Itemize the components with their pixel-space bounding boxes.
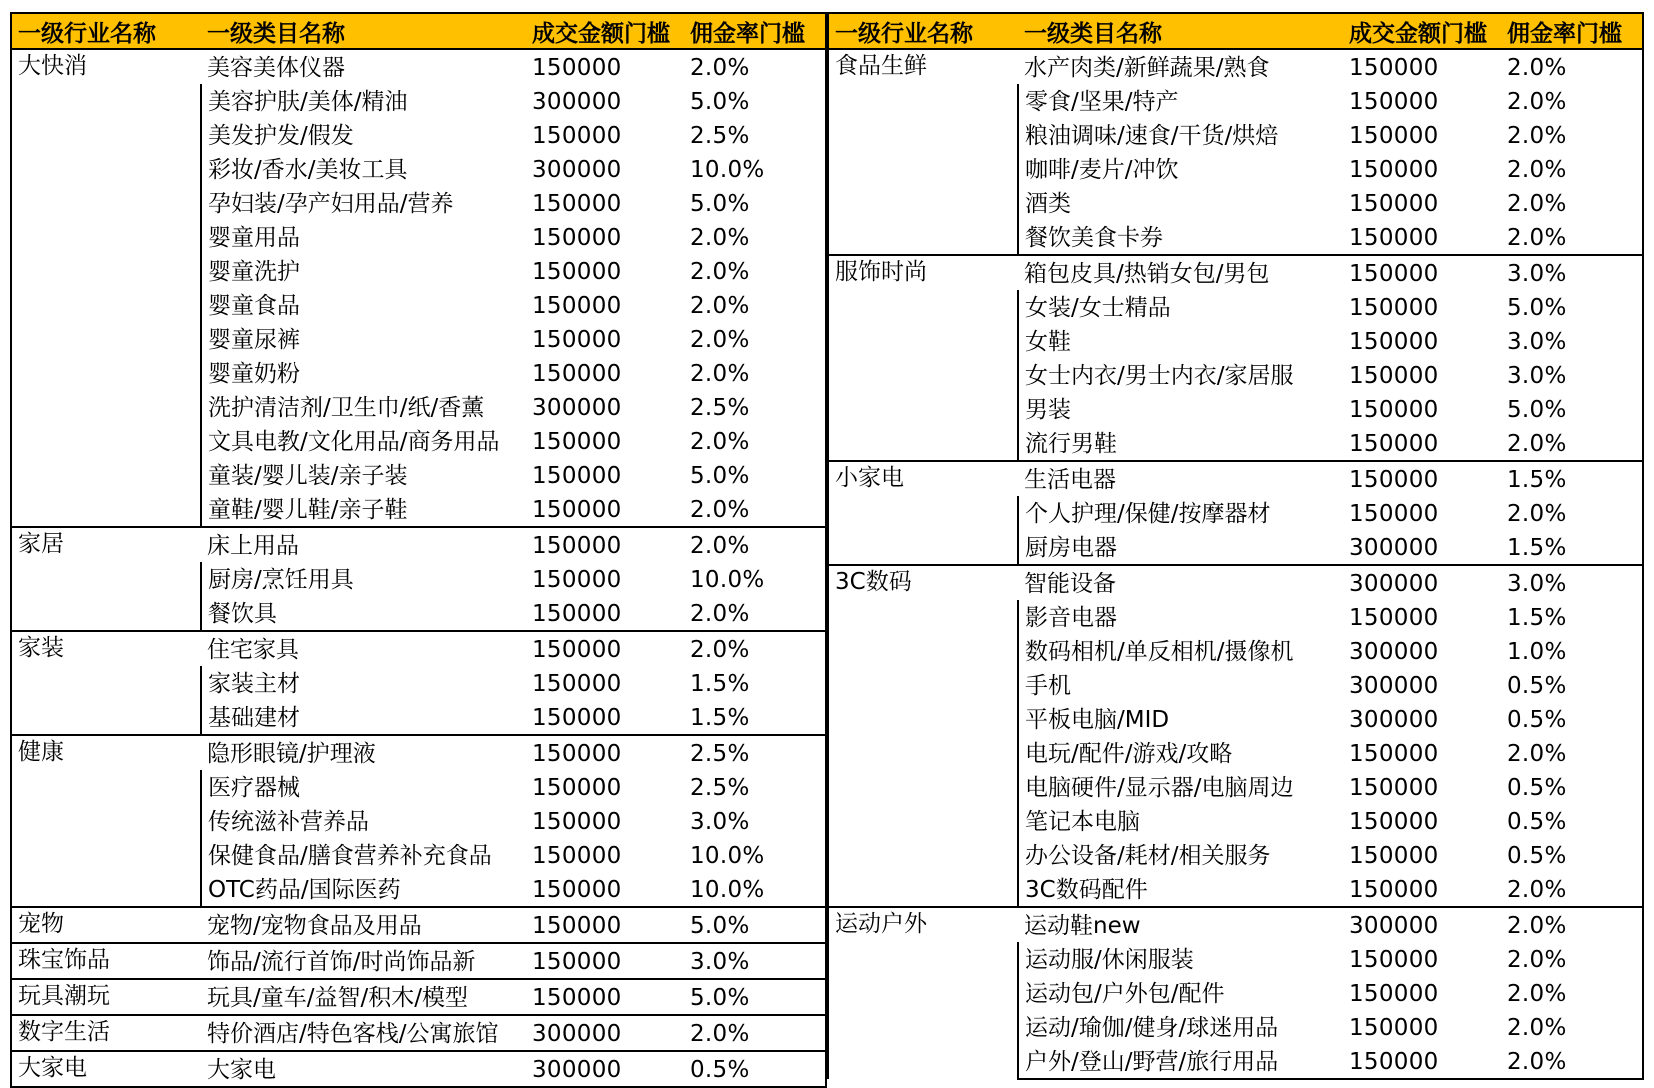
gmv-threshold-cell: 150000: [532, 123, 622, 149]
gmv-threshold-cell: 150000: [526, 735, 684, 770]
category-cell: 数码相机/单反相机/摄像机: [1018, 634, 1343, 668]
commission-rate-cell: 2.0%: [1501, 1010, 1643, 1044]
commission-rate-cell: 2.0%: [1501, 907, 1643, 942]
industry-cell: 家居: [11, 527, 201, 631]
commission-table-left: [10, 12, 827, 1088]
gmv-threshold-cell: 150000: [1349, 157, 1439, 183]
industry-cell: 3C数码: [828, 565, 1018, 907]
category-cell: 美发护发/假发: [201, 118, 526, 152]
category-cell: 笔记本电脑: [1018, 804, 1343, 838]
gmv-threshold-cell: 150000: [532, 361, 622, 387]
gmv-threshold-cell: 150000: [1349, 775, 1439, 801]
table-header-row: [828, 13, 1643, 49]
commission-rate-cell: 2.0%: [684, 288, 826, 322]
gmv-threshold-cell: 150000: [1349, 809, 1439, 835]
commission-rate-cell: 5.0%: [684, 186, 826, 220]
category-cell: 水产肉类/新鲜蔬果/熟食: [1024, 55, 1270, 81]
commission-rate-cell: 3.0%: [1501, 324, 1643, 358]
category-cell: 特价酒店/特色客栈/公寓旅馆: [201, 1015, 526, 1051]
gmv-threshold-cell: 150000: [1349, 55, 1439, 81]
gmv-threshold-cell: 150000: [532, 293, 622, 319]
header-industry: 一级行业名称: [11, 13, 201, 49]
gmv-threshold-cell: 150000: [532, 55, 622, 81]
gmv-threshold-cell: 300000: [526, 1051, 684, 1087]
gmv-threshold-cell: 150000: [532, 705, 622, 731]
category-cell: 箱包皮具/热销女包/男包: [1018, 255, 1343, 290]
category-cell: 家装主材: [201, 666, 526, 700]
table-row: [11, 907, 826, 943]
category-cell: 宠物/宠物食品及用品: [201, 907, 526, 943]
commission-rate-cell: 2.0%: [684, 254, 826, 288]
category-cell: 影音电器: [1018, 600, 1343, 634]
gmv-threshold-cell: 150000: [526, 907, 684, 943]
category-cell: 洗护清洁剂/卫生巾/纸/香薰: [201, 390, 526, 424]
gmv-threshold-cell: 300000: [1343, 907, 1501, 942]
industry-cell: 珠宝饰品: [11, 943, 201, 979]
commission-rate-cell: 10.0%: [684, 838, 826, 872]
gmv-threshold-cell: 150000: [1343, 1044, 1501, 1079]
table-row: [828, 49, 1643, 84]
commission-table-right: [827, 12, 1644, 1080]
gmv-threshold-cell: 150000: [1349, 397, 1439, 423]
commission-rate-cell: 2.0%: [1501, 496, 1643, 530]
commission-rate-cell: 10.0%: [684, 152, 826, 186]
commission-rate-cell: 2.0%: [1501, 118, 1643, 152]
commission-rate-cell: 2.0%: [1501, 49, 1643, 84]
gmv-threshold-cell: 150000: [526, 979, 684, 1015]
commission-rate-cell: 1.5%: [1501, 461, 1643, 496]
commission-rate-cell: 3.0%: [684, 804, 826, 838]
commission-rate-cell: 2.0%: [684, 596, 826, 631]
category-cell: 传统滋补营养品: [201, 804, 526, 838]
gmv-threshold-cell: 150000: [1349, 741, 1439, 767]
table-row: [11, 49, 826, 84]
commission-rate-cell: 2.0%: [1501, 220, 1643, 255]
commission-rate-cell: 10.0%: [684, 872, 826, 907]
gmv-threshold-cell: 150000: [1349, 981, 1439, 1007]
table-row: [11, 631, 826, 666]
gmv-threshold-cell: 150000: [1343, 255, 1501, 290]
gmv-threshold-cell: 300000: [532, 395, 622, 421]
commission-rate-cell: 2.0%: [1501, 186, 1643, 220]
gmv-threshold-cell: 150000: [1349, 295, 1439, 321]
gmv-threshold-cell: 300000: [526, 1015, 684, 1051]
category-cell: 大家电: [201, 1051, 526, 1087]
commission-rate-cell: 1.5%: [684, 700, 826, 735]
category-cell: 电玩/配件/游戏/攻略: [1018, 736, 1343, 770]
gmv-threshold-cell: 150000: [1349, 431, 1439, 457]
commission-rate-cell: 0.5%: [1501, 838, 1643, 872]
category-cell: 彩妆/香水/美妆工具: [201, 152, 526, 186]
commission-rate-cell: 2.5%: [684, 118, 826, 152]
gmv-threshold-cell: 300000: [1349, 673, 1439, 699]
commission-rate-cell: 3.0%: [684, 943, 826, 979]
commission-rate-cell: 0.5%: [1501, 702, 1643, 736]
commission-rate-cell: 3.0%: [1501, 565, 1643, 600]
gmv-threshold-cell: 150000: [1349, 843, 1439, 869]
gmv-threshold-cell: 150000: [532, 497, 622, 523]
category-cell: 基础建材: [201, 700, 526, 735]
gmv-threshold-cell: 300000: [1343, 565, 1501, 600]
gmv-threshold-cell: 300000: [1349, 707, 1439, 733]
table-row: [11, 1015, 826, 1051]
commission-rate-cell: 2.0%: [1501, 942, 1643, 976]
commission-rate-cell: 5.0%: [684, 84, 826, 118]
gmv-threshold-cell: 150000: [532, 671, 622, 697]
gmv-threshold-cell: 150000: [532, 429, 622, 455]
category-cell: 个人护理/保健/按摩器材: [1018, 496, 1343, 530]
commission-rate-cell: 2.0%: [1501, 1044, 1643, 1079]
gmv-threshold-cell: 150000: [532, 877, 622, 903]
category-cell: 粮油调味/速食/干货/烘焙: [1018, 118, 1343, 152]
gmv-threshold-cell: 150000: [526, 631, 684, 666]
gmv-threshold-cell: 150000: [1349, 329, 1439, 355]
category-cell: 童装/婴儿装/亲子装: [201, 458, 526, 492]
commission-rate-cell: 2.0%: [1501, 152, 1643, 186]
header-category: 一级类目名称: [1018, 13, 1343, 49]
commission-rate-cell: 5.0%: [684, 907, 826, 943]
category-cell: 运动/瑜伽/健身/球迷用品: [1018, 1010, 1343, 1044]
industry-cell: 大家电: [11, 1051, 201, 1087]
gmv-threshold-cell: 150000: [1349, 363, 1439, 389]
commission-rate-cell: 3.0%: [1501, 358, 1643, 392]
commission-rate-cell: 0.5%: [684, 1051, 826, 1087]
category-cell: 女士内衣/男士内衣/家居服: [1018, 358, 1343, 392]
commission-rate-cell: 2.5%: [684, 770, 826, 804]
category-cell: 电脑硬件/显示器/电脑周边: [1018, 770, 1343, 804]
table-row: [11, 979, 826, 1015]
category-cell: 婴童用品: [201, 220, 526, 254]
commission-rate-cell: 1.5%: [684, 666, 826, 700]
table-row: [828, 461, 1643, 496]
category-cell: 隐形眼镜/护理液: [201, 735, 526, 770]
category-cell: 男装: [1018, 392, 1343, 426]
industry-cell: 小家电: [828, 461, 1018, 565]
header-gmv-threshold: 成交金额门槛: [526, 13, 684, 49]
industry-cell: 家装: [11, 631, 201, 735]
category-cell: 运动服/休闲服装: [1018, 942, 1343, 976]
category-cell: 餐饮具: [201, 596, 526, 631]
commission-rate-cell: 1.0%: [1501, 634, 1643, 668]
commission-rate-cell: 2.0%: [684, 424, 826, 458]
commission-rate-cell: 2.0%: [1501, 976, 1643, 1010]
industry-cell: 服饰时尚: [828, 255, 1018, 461]
category-cell: 运动鞋new: [1018, 907, 1343, 942]
header-commission-threshold: 佣金率门槛: [1501, 13, 1643, 49]
commission-rate-cell: 2.0%: [684, 322, 826, 356]
commission-rate-cell: 2.0%: [1501, 872, 1643, 907]
industry-cell: 大快消: [11, 49, 201, 527]
category-cell: 美容美体仪器: [207, 55, 345, 81]
category-cell: 餐饮美食卡券: [1018, 220, 1343, 255]
gmv-threshold-cell: 150000: [1349, 947, 1439, 973]
industry-cell: 玩具潮玩: [11, 979, 201, 1015]
gmv-threshold-cell: 300000: [1349, 639, 1439, 665]
category-cell: 婴童奶粉: [201, 356, 526, 390]
category-cell: 文具电教/文化用品/商务用品: [201, 424, 526, 458]
commission-rate-cell: 10.0%: [684, 562, 826, 596]
commission-rate-cell: 5.0%: [684, 979, 826, 1015]
gmv-threshold-cell: 150000: [532, 259, 622, 285]
table-body: [828, 49, 1643, 1079]
category-cell: 咖啡/麦片/冲饮: [1018, 152, 1343, 186]
commission-rate-cell: 2.0%: [684, 49, 826, 84]
category-cell: 办公设备/耗材/相关服务: [1018, 838, 1343, 872]
industry-cell: 食品生鲜: [828, 49, 1018, 255]
header-commission-threshold: 佣金率门槛: [684, 13, 826, 49]
commission-rate-cell: 2.0%: [684, 356, 826, 390]
header-industry: 一级行业名称: [828, 13, 1018, 49]
table-row: [828, 565, 1643, 600]
category-cell: 美容护肤/美体/精油: [201, 84, 526, 118]
category-cell: 饰品/流行首饰/时尚饰品新: [201, 943, 526, 979]
commission-rate-cell: 2.0%: [1501, 736, 1643, 770]
commission-rate-cell: 0.5%: [1501, 770, 1643, 804]
table-row: [828, 255, 1643, 290]
table-row: [828, 907, 1643, 942]
gmv-threshold-cell: 300000: [532, 89, 622, 115]
gmv-threshold-cell: 150000: [532, 225, 622, 251]
category-cell: 酒类: [1018, 186, 1343, 220]
gmv-threshold-cell: 150000: [1349, 877, 1439, 903]
commission-rate-cell: 5.0%: [1501, 290, 1643, 324]
gmv-threshold-cell: 300000: [1349, 535, 1439, 561]
gmv-threshold-cell: 150000: [532, 601, 622, 627]
gmv-threshold-cell: 150000: [1349, 191, 1439, 217]
gmv-threshold-cell: 150000: [532, 843, 622, 869]
commission-rate-cell: 0.5%: [1501, 804, 1643, 838]
gmv-threshold-cell: 150000: [526, 943, 684, 979]
commission-rate-cell: 2.0%: [684, 492, 826, 527]
category-cell: 女装/女士精品: [1018, 290, 1343, 324]
gmv-threshold-cell: 150000: [532, 463, 622, 489]
category-cell: 婴童洗护: [201, 254, 526, 288]
category-cell: 运动包/户外包/配件: [1018, 976, 1343, 1010]
gmv-threshold-cell: 150000: [532, 567, 622, 593]
category-cell: 保健食品/膳食营养补充食品: [201, 838, 526, 872]
commission-rate-cell: 2.0%: [684, 527, 826, 562]
table-row: [11, 943, 826, 979]
category-cell: 流行男鞋: [1018, 426, 1343, 461]
category-cell: 智能设备: [1018, 565, 1343, 600]
gmv-threshold-cell: 150000: [1349, 501, 1439, 527]
category-cell: 厨房电器: [1018, 530, 1343, 565]
gmv-threshold-cell: 300000: [532, 157, 622, 183]
category-cell: 婴童食品: [201, 288, 526, 322]
commission-rate-cell: 3.0%: [1501, 255, 1643, 290]
gmv-threshold-cell: 150000: [532, 191, 622, 217]
category-cell: 手机: [1018, 668, 1343, 702]
commission-rate-cell: 2.5%: [684, 390, 826, 424]
category-cell: OTC药品/国际医药: [201, 872, 526, 907]
category-cell: 住宅家具: [201, 631, 526, 666]
gmv-threshold-cell: 150000: [1349, 123, 1439, 149]
gmv-threshold-cell: 150000: [532, 327, 622, 353]
commission-rate-cell: 2.5%: [684, 735, 826, 770]
gmv-threshold-cell: 150000: [1349, 1015, 1439, 1041]
gmv-threshold-cell: 150000: [1343, 461, 1501, 496]
table-row: [11, 527, 826, 562]
category-cell: 户外/登山/野营/旅行用品: [1018, 1044, 1343, 1079]
commission-rate-cell: 2.0%: [684, 631, 826, 666]
industry-cell: 健康: [11, 735, 201, 907]
category-cell: 婴童尿裤: [201, 322, 526, 356]
category-cell: 3C数码配件: [1018, 872, 1343, 907]
gmv-threshold-cell: 150000: [532, 775, 622, 801]
commission-rate-cell: 0.5%: [1501, 668, 1643, 702]
category-cell: 孕妇装/孕产妇用品/营养: [201, 186, 526, 220]
category-cell: 医疗器械: [201, 770, 526, 804]
table-row: [11, 735, 826, 770]
category-cell: 零食/坚果/特产: [1018, 84, 1343, 118]
category-cell: 床上用品: [201, 527, 526, 562]
category-cell: 厨房/烹饪用具: [201, 562, 526, 596]
header-gmv-threshold: 成交金额门槛: [1343, 13, 1501, 49]
industry-cell: 数字生活: [11, 1015, 201, 1051]
commission-rate-cell: 2.0%: [684, 220, 826, 254]
gmv-threshold-cell: 150000: [526, 527, 684, 562]
table-header-row: [11, 13, 826, 49]
gmv-threshold-cell: 150000: [1349, 605, 1439, 631]
commission-rate-cell: 2.0%: [1501, 84, 1643, 118]
commission-rate-cell: 1.5%: [1501, 530, 1643, 565]
commission-rate-cell: 5.0%: [1501, 392, 1643, 426]
industry-cell: 运动户外: [828, 907, 1018, 1079]
commission-rate-cell: 5.0%: [684, 458, 826, 492]
category-cell: 玩具/童车/益智/积木/模型: [201, 979, 526, 1015]
commission-rate-cell: 1.5%: [1501, 600, 1643, 634]
gmv-threshold-cell: 150000: [532, 809, 622, 835]
category-cell: 女鞋: [1018, 324, 1343, 358]
gmv-threshold-cell: 150000: [1349, 89, 1439, 115]
industry-cell: 宠物: [11, 907, 201, 943]
category-cell: 平板电脑/MID: [1018, 702, 1343, 736]
commission-rate-cell: 2.0%: [684, 1015, 826, 1051]
header-category: 一级类目名称: [201, 13, 526, 49]
commission-rate-cell: 2.0%: [1501, 426, 1643, 461]
category-cell: 生活电器: [1018, 461, 1343, 496]
table-body: [11, 49, 826, 1087]
category-cell: 童鞋/婴儿鞋/亲子鞋: [201, 492, 526, 527]
gmv-threshold-cell: 150000: [1349, 225, 1439, 251]
